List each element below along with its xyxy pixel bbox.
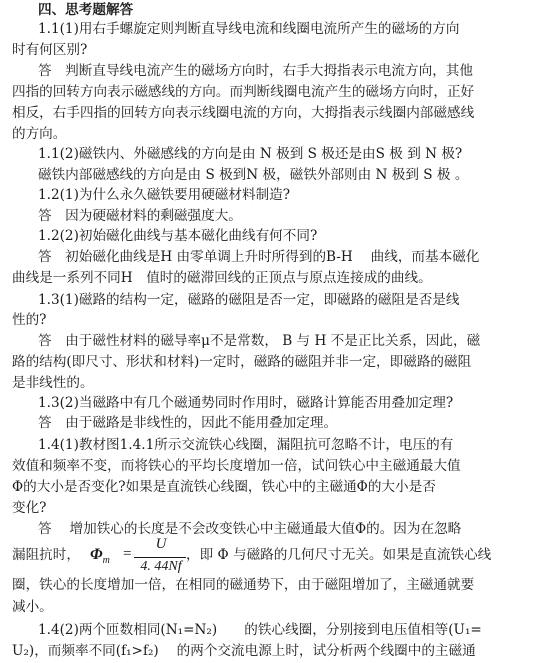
paragraph-line: 答 初始磁化曲线是H 由零单调上升时所得到的B-H 曲线，而基本磁化	[38, 249, 480, 265]
formula-lhs: $\Phi_m$	[90, 546, 110, 567]
paragraph-line: 相反，右手四指的回转方向表示线圈电流的方向，大拇指表示线圈内部磁感线	[12, 105, 475, 121]
paragraph-line: 性的?	[12, 312, 47, 328]
paragraph-line: 减小。	[12, 599, 53, 615]
paragraph-line: 1.2(1)为什么永久磁铁要用硬磁材料制造?	[38, 187, 291, 203]
paragraph-line: 1.1(2)磁铁内、外磁感线的方向是由 N 极到 S 极还是由S 极 到 N 极?	[38, 146, 463, 162]
paragraph-line: 效值和频率不变，而将铁心的平均长度增加一倍，试问铁心中主磁通最大值	[12, 458, 461, 474]
paragraph-line: 路的结构(即尺寸、形状和材料)一定时，磁路的磁阻并非一定，即磁路的磁阻	[12, 354, 472, 370]
paragraph-line: 磁铁内部磁感线的方向是由 S 极到N 极，磁铁外部则由 N 极到 S 极 。	[38, 167, 469, 183]
paragraph-line: ，即 Φ 与磁路的几何尺寸无关。如果是直流铁心线	[186, 547, 492, 563]
paragraph-line: 1.2(2)初始磁化曲线与基本磁化曲线有何不同?	[38, 228, 318, 244]
paragraph-line: 1.3(1)磁路的结构一定，磁路的磁阻是否一定，即磁路的磁阻是否是线	[38, 292, 460, 308]
paragraph-line: 时有何区别?	[12, 42, 88, 58]
paragraph-line: 答 由于磁性材料的磁导率μ不是常数， B 与 H 不是正比关系，因此，磁	[38, 333, 481, 349]
paragraph-line: 是非线性的。	[12, 375, 94, 391]
paragraph-line: 答 因为硬磁材料的剩磁强度大。	[38, 208, 242, 224]
paragraph-line: 圈，铁心的长度增加一倍，在相同的磁通势下，由于磁阻增加了，主磁通就要	[12, 577, 475, 593]
paragraph-line: 四指的回转方向表示磁感线的方向。而判断线圈电流产生的磁场方向时，正好	[12, 84, 475, 100]
paragraph-line: 1.3(2)当磁路中有几个磁通势同时作用时，磁路计算能否用叠加定理?	[38, 395, 454, 411]
paragraph-line: 答 增加铁心的长度是不会改变铁心中主磁通最大值Φ的。因为在忽略	[38, 521, 462, 537]
formula-fraction-bar	[134, 557, 186, 558]
paragraph-line: 1.4(2)两个匝数相同(N₁=N₂) 的铁心线圈，分别接到电压值相等(U₁=	[38, 622, 482, 638]
paragraph-line: 答 由于磁路是非线性的，因此不能用叠加定理。	[38, 415, 338, 431]
section-heading: 四、思考题解答	[38, 2, 134, 18]
formula-equals: =	[123, 546, 132, 562]
paragraph-line: 漏阻抗时，	[12, 547, 80, 563]
paragraph-line: 曲线是一系列不同H 值时的磁滞回线的正顶点与原点连接成的曲线。	[12, 270, 432, 286]
paragraph-line: 答 判断直导线电流产生的磁场方向时，右手大拇指表示电流方向，其他	[38, 63, 473, 79]
paragraph-line: 的方向。	[12, 126, 67, 142]
paragraph-line: 1.1(1)用右手螺旋定则判断直导线电流和线圈电流所产生的磁场的方向	[38, 21, 460, 37]
paragraph-line: U₂)，而频率不同(f₁>f₂) 的两个交流电源上时，试分析两个线圈中的主磁通	[12, 643, 476, 659]
paragraph-line: Φ的大小是否变化?如果是直流铁心线圈，铁心中的主磁通Φ的大小是否	[12, 479, 436, 495]
formula-denominator: 4. 44Nf	[140, 559, 182, 574]
formula-numerator: U	[155, 536, 167, 552]
paragraph-line: 变化?	[12, 500, 47, 516]
flux-formula	[90, 536, 186, 580]
paragraph-line: 1.4(1)教材图1.4.1所示交流铁心线圈，漏阻抗可忽略不计，电压的有	[38, 437, 454, 453]
